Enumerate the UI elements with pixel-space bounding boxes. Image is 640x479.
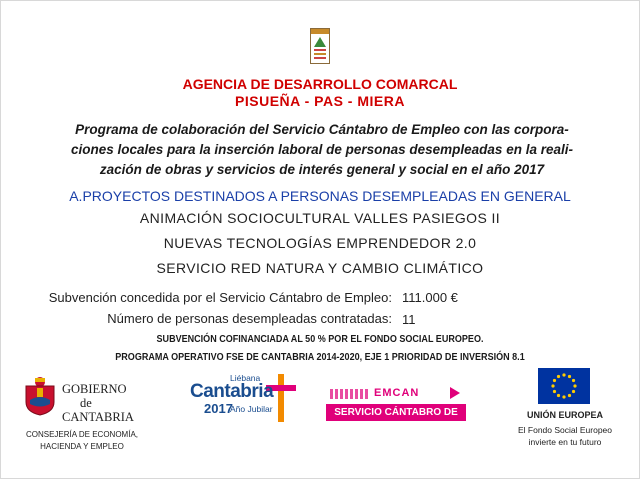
program-text-line3: zación de obras y servicios de interés general y social en el año 2017	[99, 162, 545, 177]
agency-title-line2: PISUEÑA - PAS - MIERA	[235, 93, 405, 109]
ano-jubilar-label: Año Jubilar	[230, 404, 273, 414]
eu-star-icon	[562, 395, 565, 398]
eu-logo	[500, 368, 613, 448]
eu-star-icon	[572, 390, 575, 393]
agency-title-line1: AGENCIA DE DESARROLLO COMARCAL	[182, 76, 458, 92]
fse-program-text: PROGRAMA OPERATIVO FSE DE CANTABRIA 2014-2020, EJE 1 PRIORIDAD DE INVERSIÓN 8.1	[115, 351, 525, 363]
project-item: SERVICIO RED NATURA Y CAMBIO CLIMÁTICO	[156, 260, 484, 276]
eu-star-icon	[557, 394, 560, 397]
emcan-bar-text: SERVICIO CÁNTABRO DE EMPLEO	[326, 404, 466, 421]
project-item: NUEVAS TECNOLOGÍAS EMPRENDEDOR 2.0	[163, 235, 477, 251]
eu-star-icon	[573, 384, 576, 387]
eu-title: UNIÓN EUROPEA	[526, 410, 603, 420]
emcan-name: EMCAN	[374, 387, 420, 399]
eu-star-icon	[553, 390, 556, 393]
gobierno-line3: CANTABRIA	[62, 410, 134, 424]
fse-cofinance-text: SUBVENCIÓN COFINANCIADA AL 50 % POR EL FONDO SOCIAL EUROPEO.	[156, 333, 484, 345]
program-text-line1: Programa de colaboración del Servicio Cántabro de Empleo con las corpora-	[75, 122, 569, 137]
grant-value: 111.000 €	[402, 290, 458, 305]
cantabria-coat-of-arms-icon	[22, 376, 58, 416]
emcan-logo	[326, 387, 466, 435]
consejeria-line2: HACIENDA Y EMPLEO	[40, 442, 124, 451]
eu-star-icon	[562, 373, 565, 376]
cantabria-2017-logo	[186, 371, 306, 435]
eu-star-icon	[568, 394, 571, 397]
eu-star-icon	[568, 375, 571, 378]
eu-sub-line2: invierte en tu futuro	[528, 437, 602, 447]
eu-flag-icon	[538, 368, 590, 404]
eu-star-icon	[551, 384, 554, 387]
grant-label: Subvención concedida por el Servicio Cántabro de Empleo:	[48, 290, 392, 305]
eu-star-icon	[572, 379, 575, 382]
cross-icon	[278, 374, 284, 422]
hires-value: 11	[402, 312, 416, 327]
gobierno-cantabria-logo	[22, 376, 142, 456]
consejeria-text	[22, 429, 142, 453]
year-label: 2017	[204, 401, 233, 416]
emcan-arrow-icon	[450, 387, 460, 399]
agency-logo-icon	[310, 28, 330, 64]
eu-star-icon	[557, 375, 560, 378]
liebana-label: Liébana	[230, 373, 261, 383]
gobierno-line2: de	[80, 396, 92, 410]
section-heading: A.PROYECTOS DESTINADOS A PERSONAS DESEMPLEADAS EN GENERAL	[69, 188, 571, 204]
eu-sub-line1: El Fondo Social Europeo	[517, 425, 613, 435]
gobierno-text	[62, 382, 134, 424]
project-item: ANIMACIÓN SOCIOCULTURAL VALLES PASIEGOS II	[139, 210, 501, 226]
gobierno-line1: GOBIERNO	[62, 382, 127, 396]
eu-star-icon	[553, 379, 556, 382]
eu-subtitle	[500, 424, 630, 448]
emcan-dots-icon	[330, 389, 370, 399]
program-text-line2: ciones locales para la inserción laboral de personas desempleadas en la reali-	[71, 142, 573, 157]
hires-label: Número de personas desempleadas contratadas:	[107, 311, 392, 326]
cantabria-label: Cantabria	[190, 381, 274, 402]
consejeria-line1: CONSEJERÍA DE ECONOMÍA,	[25, 430, 139, 439]
